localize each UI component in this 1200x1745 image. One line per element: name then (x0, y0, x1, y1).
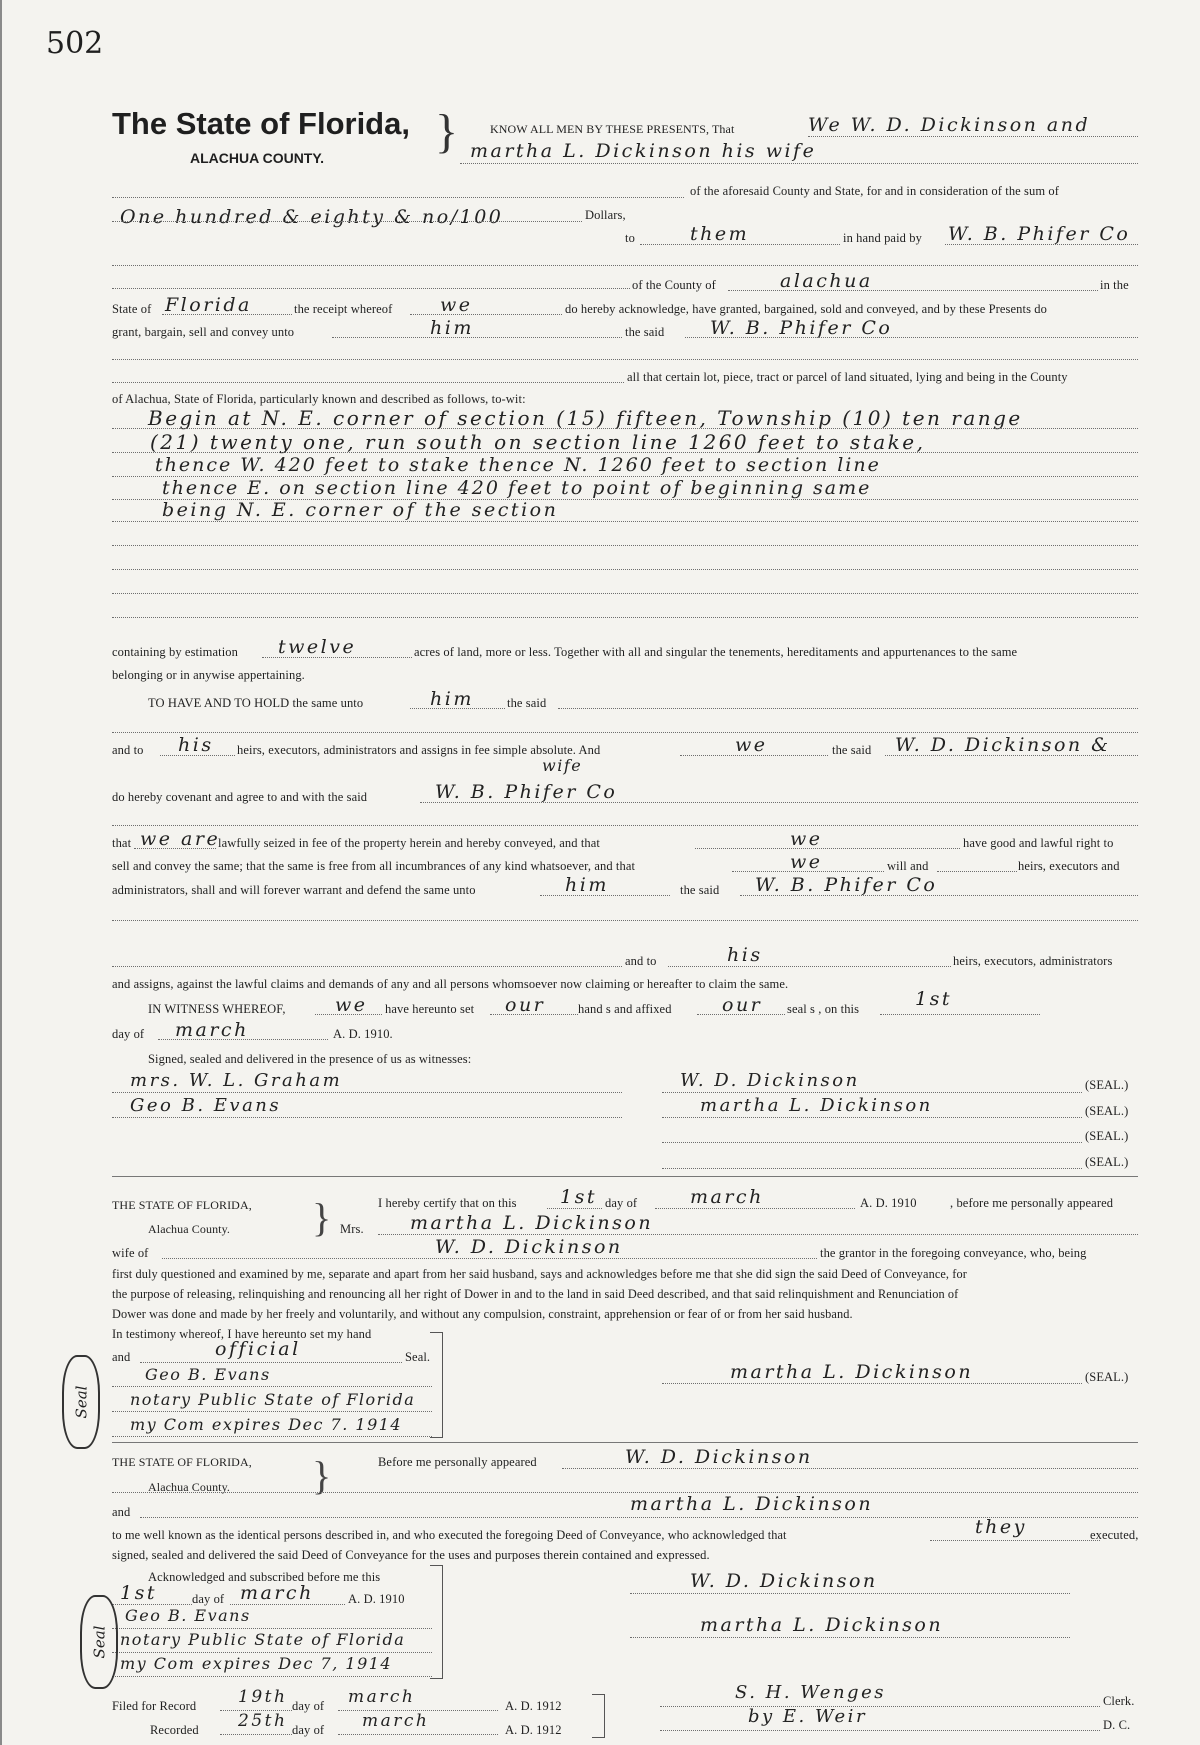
dotted-line (562, 1468, 1138, 1469)
witness-1: mrs. W. L. Graham (130, 1070, 343, 1091)
dotted-line (112, 545, 1138, 546)
dotted-line (220, 1734, 292, 1735)
dotted-line (697, 1014, 785, 1015)
dotted-line (490, 1014, 578, 1015)
filed-day: 19th (238, 1687, 288, 1707)
in-witness-label: IN WITNESS WHEREOF, (148, 1002, 286, 1016)
legal-line-5: being N. E. corner of the section (162, 499, 559, 521)
dotted-line (930, 1540, 1100, 1541)
dotted-line (547, 1208, 602, 1209)
recorded-label: Recorded (150, 1723, 199, 1737)
cert2-seal-stamp: Seal (80, 1595, 118, 1689)
seal-label-4: (SEAL.) (1085, 1155, 1129, 1169)
and-value: we (735, 734, 768, 756)
all-certain-text: all that certain lot, piece, tract or parcel of land situated, lying and being in the County (627, 370, 1068, 384)
cert2-notary-2: notary Public State of Florida (120, 1630, 406, 1649)
cert2-day: 1st (120, 1582, 157, 1604)
recorded-day-of: day of (292, 1723, 325, 1737)
dotted-line (880, 1014, 1040, 1015)
clerk-name: S. H. Wenges (735, 1682, 886, 1703)
cert1-day-of: day of (605, 1196, 638, 1210)
and-to-label-2: and to (625, 954, 657, 968)
dotted-line (230, 1604, 345, 1605)
dotted-line (732, 871, 884, 872)
hereunto-value: our (505, 994, 546, 1016)
dotted-line (162, 1258, 817, 1259)
dotted-line (112, 617, 1138, 618)
have-good-text: have good and lawful right to (963, 836, 1114, 850)
dotted-line (112, 288, 630, 289)
cert1-testimony: In testimony whereof, I have hereunto set my hand (112, 1327, 372, 1341)
legal-line-1: Begin at N. E. corner of section (15) fifteen, Township (10) ten range (148, 406, 1023, 430)
to-value: them (690, 223, 750, 245)
grantee-value: W. B. Phifer Co (710, 317, 893, 339)
cert1-para-3: Dower was done and made by her freely and voluntarily, and without any compulsion, constraint, apprehension or fear of or from her said husband. (112, 1307, 853, 1321)
dotted-line (112, 1676, 432, 1677)
hands-label: hand s and affixed (578, 1002, 672, 1016)
wife-note: wife (542, 756, 583, 775)
administrators-text: administrators, shall and will forever warrant and defend the same unto (112, 883, 476, 897)
dotted-line (112, 197, 684, 198)
dotted-line (140, 1362, 402, 1363)
dotted-line (112, 1411, 432, 1412)
heirs-text: heirs, executors, administrators and assigns in fee simple absolute. And (237, 743, 601, 757)
cert1-notary-2: notary Public State of Florida (130, 1390, 416, 1409)
dotted-line (685, 337, 1138, 338)
dotted-line (885, 755, 1138, 756)
cert1-seal-stamp: Seal (62, 1355, 100, 1449)
aforesaid-text: of the aforesaid County and State, for and in consideration of the sum of (690, 184, 1060, 198)
will-and-text: will and (887, 859, 929, 873)
dotted-line (662, 1142, 1082, 1143)
cert1-para-2: the purpose of releasing, relinquishing and renouncing all her right of Dower in and to the land in said Deed described, and that said relinquishment and Renunciation of (112, 1287, 959, 1301)
containing-rest: acres of land, more or less. Together with all and singular the tenements, hereditaments and appurtenances to the same (414, 645, 1018, 659)
cert2-and: and (112, 1505, 131, 1519)
dotted-line (332, 337, 622, 338)
cert1-bracket (430, 1332, 443, 1438)
cert1-para-1: first duly questioned and examined by me, separate and apart from her said husband, says and acknowledges before me that she did sign the said Deed of Conveyance, for (112, 1267, 967, 1281)
heirs-exec-text: heirs, executors and (1018, 859, 1120, 873)
dotted-line (112, 265, 1138, 266)
paid-by-value: W. B. Phifer Co (948, 223, 1131, 245)
dotted-line (410, 708, 505, 709)
dotted-line (112, 382, 624, 383)
dotted-line (112, 593, 1138, 594)
sell-convey-text: sell and convey the same; that the same is free from all incumbrances of any kind whatsoever, and that (112, 859, 636, 873)
said-value: W. D. Dickinson & (895, 734, 1111, 756)
cert1-husband: W. D. Dickinson (435, 1236, 623, 1258)
header-brace: } (435, 105, 459, 158)
dotted-line (112, 359, 1138, 360)
dotted-line (420, 802, 1138, 803)
cert2-notary-1: Geo B. Evans (125, 1606, 251, 1625)
dotted-line (662, 1092, 1082, 1093)
cert2-month: march (240, 1582, 314, 1604)
affixed-value: our (722, 994, 763, 1016)
dotted-line (112, 966, 622, 967)
covenant-label: do hereby covenant and agree to and with the said (112, 790, 368, 804)
cert1-county: Alachua County. (148, 1222, 231, 1236)
dotted-line (315, 1014, 382, 1015)
dotted-line (158, 1039, 328, 1040)
dotted-line (262, 657, 412, 658)
dotted-line (162, 314, 292, 315)
seals-label: seal s , on this (787, 1002, 860, 1016)
clerk-label: Clerk. (1103, 1694, 1135, 1708)
and-to-value: his (727, 944, 763, 966)
dotted-line (630, 1593, 1070, 1594)
page-number: 502 (46, 26, 104, 61)
dotted-line (112, 1652, 432, 1653)
heirs-admins-text: heirs, executors, administrators (953, 954, 1113, 968)
dotted-line (112, 825, 1138, 826)
dotted-line (630, 1637, 1070, 1638)
in-witness-value: we (335, 994, 368, 1016)
dotted-line (540, 895, 670, 896)
legal-line-3: thence W. 420 feet to stake thence N. 1260 feet to section line (155, 454, 881, 476)
signed-sealed-text: Signed, sealed and delivered in the presence of us as witnesses: (148, 1052, 472, 1066)
witness-2: Geo B. Evans (130, 1095, 282, 1116)
county-title: ALACHUA COUNTY. (190, 150, 325, 166)
filing-bracket (592, 1694, 605, 1738)
cert2-executed: executed, (1090, 1528, 1139, 1542)
cert1-grantor-text: the grantor in the foregoing conveyance, who, being (820, 1246, 1087, 1260)
to-have-value: him (430, 688, 474, 710)
cert1-certify: I hereby certify that on this (378, 1196, 517, 1210)
cert1-before: , before me personally appeared (950, 1196, 1114, 1210)
dc-label: D. C. (1103, 1718, 1131, 1732)
cert1-ad: A. D. 1910 (860, 1196, 917, 1210)
witness-day: 1st (915, 988, 952, 1010)
sell-value: we (790, 851, 823, 873)
dotted-line (112, 1492, 1138, 1493)
cert2-signed: signed, sealed and delivered the said Deed of Conveyance for the uses and purposes therein contained and expressed. (112, 1548, 710, 1562)
know-all-text: KNOW ALL MEN BY THESE PRESENTS, That (490, 122, 735, 136)
cert2-person2: martha L. Dickinson (630, 1493, 874, 1515)
lawfully-text: lawfully seized in fee of the property herein and hereby conveyed, and that (218, 836, 600, 850)
hereunto-label: have hereunto set (385, 1002, 475, 1016)
grant-unto-label: grant, bargain, sell and convey unto (112, 325, 295, 339)
cert1-month: march (690, 1186, 764, 1208)
cert2-bracket (430, 1565, 443, 1679)
dotted-line (378, 1234, 1138, 1235)
seal-label-3: (SEAL.) (1085, 1129, 1129, 1143)
seal-label-2: (SEAL.) (1085, 1104, 1129, 1118)
lawfully-value: we (790, 828, 823, 850)
cert2-county: Alachua County. (148, 1480, 231, 1494)
filed-ad: A. D. 1912 (505, 1699, 562, 1713)
cert2-person1: W. D. Dickinson (625, 1446, 813, 1468)
dotted-line (668, 966, 951, 967)
belonging-text: belonging or in anywise appertaining. (112, 668, 305, 682)
dotted-line (112, 1117, 622, 1118)
grantors-line1: We W. D. Dickinson and (808, 114, 1091, 136)
state-of-label: State of (112, 302, 152, 316)
deputy-name: by E. Weir (748, 1706, 868, 1727)
cert2-notary-3: my Com expires Dec 7, 1914 (120, 1654, 393, 1673)
cert2-acknowledged: Acknowledged and subscribed before me this (148, 1570, 381, 1584)
admin-value: him (565, 874, 609, 896)
cert1-wife-of: wife of (112, 1246, 149, 1260)
dotted-line (740, 895, 1138, 896)
dotted-line (112, 428, 1138, 429)
county-value: alachua (780, 270, 873, 292)
containing-label: containing by estimation (112, 645, 238, 659)
dotted-line (660, 1706, 1100, 1707)
assigns-text: and assigns, against the lawful claims and demands of any and all persons whomsoever now claiming or hereafter to claim the same. (112, 977, 789, 991)
dotted-line (112, 1436, 432, 1437)
cert1-seal-word: Seal. (405, 1350, 431, 1364)
dotted-line (640, 244, 840, 245)
dotted-line (728, 290, 1098, 291)
page-edge (0, 0, 2, 1745)
witness-month: march (175, 1019, 249, 1041)
dotted-line (662, 1383, 1082, 1384)
cert1-notary-3: my Com expires Dec 7. 1914 (130, 1415, 403, 1434)
the-said-label-3: the said (680, 883, 720, 897)
dotted-line (558, 708, 1138, 709)
cert1-signature: martha L. Dickinson (730, 1361, 974, 1383)
dotted-line (112, 452, 1138, 453)
dotted-line (112, 221, 582, 222)
seal-label-1: (SEAL.) (1085, 1078, 1129, 1092)
covenant-value: W. B. Phifer Co (435, 781, 618, 803)
to-have-label: TO HAVE AND TO HOLD the same unto (148, 696, 364, 710)
dotted-line (112, 1092, 622, 1093)
dollars-label: Dollars, (585, 208, 626, 222)
heirs-value: his (178, 734, 214, 756)
cert2-brace: } (312, 1453, 332, 1498)
witness-ad: A. D. 1910. (333, 1027, 393, 1041)
of-alachua-text: of Alachua, State of Florida, particularly known and described as follows, to-wit: (112, 392, 526, 406)
dotted-line (112, 569, 1138, 570)
said-label: the said (832, 743, 872, 757)
dotted-line (662, 1117, 1082, 1118)
cert2-they: they (975, 1516, 1027, 1538)
cert1-mrs: Mrs. (340, 1222, 364, 1236)
filed-label: Filed for Record (112, 1699, 197, 1713)
cert1-official: official (215, 1338, 301, 1360)
dotted-line (410, 314, 562, 315)
dotted-line (945, 244, 1138, 245)
the-said-label-2: the said (507, 696, 547, 710)
receipt-value: we (440, 294, 473, 316)
dotted-line (112, 1628, 432, 1629)
cert1-mrs-value: martha L. Dickinson (410, 1212, 654, 1234)
receipt-label: the receipt whereof (294, 302, 393, 316)
dotted-line (460, 163, 1138, 164)
to-label: to (625, 231, 635, 245)
day-of-label: day of (112, 1027, 145, 1041)
dotted-line (655, 1208, 855, 1209)
legal-line-2: (21) twenty one, run south on section line 1260 feet to stake, (150, 430, 926, 454)
cert1-seal-label: (SEAL.) (1085, 1370, 1129, 1384)
dotted-line (112, 1604, 192, 1605)
in-hand-label: in hand paid by (843, 231, 922, 245)
cert2-before: Before me personally appeared (378, 1455, 537, 1469)
admin-grantee: W. B. Phifer Co (755, 874, 938, 896)
cert1-state: THE STATE OF FLORIDA, (112, 1198, 252, 1212)
grant-value: him (430, 317, 474, 339)
dotted-line (680, 755, 828, 756)
filed-day-of: day of (292, 1699, 325, 1713)
dotted-line (112, 732, 1138, 733)
recorded-month: march (362, 1711, 430, 1731)
cert1-brace: } (312, 1195, 332, 1240)
dotted-line (937, 871, 1017, 872)
recorded-ad: A. D. 1912 (505, 1723, 562, 1737)
dotted-line (112, 1386, 432, 1387)
cert2-ad: A. D. 1910 (348, 1592, 405, 1606)
signature-2: martha L. Dickinson (700, 1095, 933, 1116)
consideration-amount: One hundred & eighty & no/100 (120, 206, 504, 228)
acknowledge-text: do hereby acknowledge, have granted, bargained, sold and conveyed, and by these Presents do (565, 302, 1047, 316)
cert2-day-of: day of (192, 1592, 225, 1606)
cert2-signature-2: martha L. Dickinson (700, 1614, 944, 1636)
dotted-line (662, 1168, 1082, 1169)
dotted-line (338, 1734, 498, 1735)
dotted-line (160, 755, 235, 756)
cert2-state: THE STATE OF FLORIDA, (112, 1455, 252, 1469)
signature-1: W. D. Dickinson (680, 1070, 860, 1091)
dotted-line (112, 521, 1138, 522)
and-to-label: and to (112, 743, 144, 757)
dotted-line (134, 848, 216, 849)
dotted-line (660, 1730, 1100, 1731)
dotted-line (695, 848, 960, 849)
filed-month: march (348, 1687, 416, 1707)
cert2-signature-1: W. D. Dickinson (690, 1570, 878, 1592)
the-said-label: the said (625, 325, 665, 339)
recorded-day: 25th (238, 1711, 288, 1731)
grantors-line2: martha L. Dickinson his wife (470, 140, 817, 162)
cert1-notary-1: Geo B. Evans (145, 1365, 271, 1384)
dotted-line (808, 136, 1138, 137)
cert1-and: and (112, 1350, 131, 1364)
section-divider (112, 1442, 1138, 1443)
state-value: Florida (165, 294, 252, 316)
cert2-well-known: to me well known as the identical persons described in, and who executed the foregoing Deed of Conveyance, who acknowledged that (112, 1528, 787, 1542)
legal-line-4: thence E. on section line 420 feet to point of beginning same (162, 477, 872, 499)
that-label: that (112, 836, 132, 850)
section-divider (112, 1176, 1138, 1177)
state-title: The State of Florida, (112, 106, 410, 141)
that-value: we are (140, 828, 221, 850)
containing-value: twelve (278, 636, 357, 658)
cert1-day: 1st (560, 1186, 597, 1208)
dotted-line (112, 920, 1138, 921)
in-the-label: in the (1100, 278, 1129, 292)
of-county-label: of the County of (632, 278, 716, 292)
